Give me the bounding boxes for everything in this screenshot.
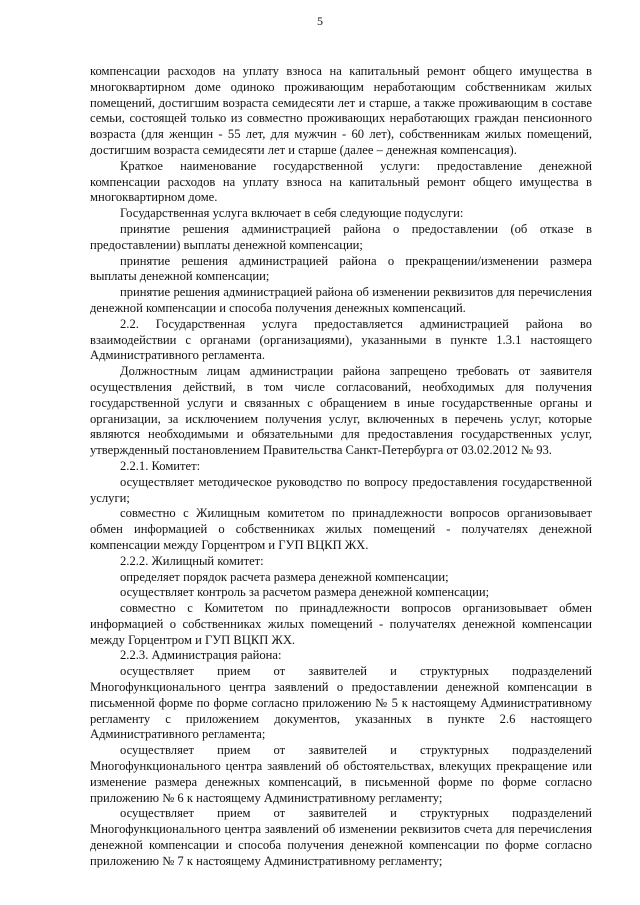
paragraph: осуществляет прием от заявителей и структурных подразделений Многофункционального центра заявлений об обстоятельствах, влекущих прекращение или изменение размера денежных компенсаций, в письменной форме по форме согласно приложению № 6 к настоящему Административному регламенту; [90, 743, 592, 805]
paragraph: принятие решения администрацией района об изменении реквизитов для перечисления денежной компенсации и способа получения денежных компенсаций. [90, 285, 592, 315]
paragraph: Краткое наименование государственной услуги: предоставление денежной компенсации расходов на уплату взноса на капитальный ремонт общего имущества в многоквартирном доме. [90, 158, 592, 205]
paragraph: совместно с Комитетом по принадлежности вопросов организовывает обмен информацией о собственниках жилых помещений - получателях денежной компенсации между Горцентром и ГУП ВЦКП ЖХ. [90, 601, 592, 647]
section-heading: 2.2.2. Жилищный комитет: [120, 553, 264, 568]
paragraph: осуществляет прием от заявителей и структурных подразделений Многофункционального центра заявлений об изменении реквизитов счета для перечисления денежной компенсации и способа получения денежной компенсации по форме согласно приложению № 7 к настоящему Административному регламенту; [90, 806, 592, 868]
page-number: 5 [317, 14, 323, 28]
paragraph: осуществляет методическое руководство по вопросу предоставления государственной услуги; [90, 474, 592, 505]
paragraph: Государственная услуга включает в себя следующие подуслуги: [120, 206, 464, 221]
paragraph: осуществляет контроль за расчетом размера денежной компенсации; [120, 585, 490, 600]
document-body [90, 64, 592, 870]
paragraph: 2.2. Государственная услуга предоставляется администрацией района во взаимодействии с органами (организациями), указанными в пункте 1.3.1 настоящего Административного регламента. [90, 316, 592, 363]
paragraph: осуществляет прием от заявителей и структурных подразделений Многофункционального центра заявлений о предоставлении денежной компенсации в письменной форме по форме согласно приложению № 5 к настоящему Административному регламенту с приложением документов, указанных в пункте 2.6 настоящего Административного регламента; [90, 664, 592, 742]
paragraph: совместно с Жилищным комитетом по принадлежности вопросов организовывает обмен информацией о собственниках жилых помещений - получателях денежной компенсации между Горцентром и ГУП ВЦКП ЖХ. [90, 506, 592, 552]
section-heading: 2.2.3. Администрация района: [120, 648, 282, 663]
paragraph: Должностным лицам администрации района запрещено требовать от заявителя осуществления действий, в том числе согласований, необходимых для получения государственной услуги и связанных с обращением в иные государственные органы и организации, за исключением получения услуг, включенных в перечень услуг, которые являются необходимыми и обязательными для предоставления государственных услуг, утвержденный постановлением Правительства Санкт-Петербурга от 03.02.2012 № 93. [90, 364, 592, 458]
paragraph: определяет порядок расчета размера денежной компенсации; [120, 569, 449, 584]
section-heading: 2.2.1. Комитет: [120, 458, 201, 473]
paragraph: принятие решения администрацией района о предоставлении (об отказе в предоставлении) выплаты денежной компенсации; [90, 221, 592, 252]
paragraph: принятие решения администрацией района о прекращении/изменении размера выплаты денежной компенсации; [90, 253, 592, 284]
paragraph: компенсации расходов на уплату взноса на капитальный ремонт общего имущества в многоквартирном доме одиноко проживающим неработающим собственникам жилых помещений, достигшим возраста семидесяти лет и старше, а также проживающим в составе семьи, состоящей только из совместно проживающих неработающих граждан пенсионного возраста (для женщин - 55 лет, для мужчин - 60 лет), собственникам жилых помещений, достигшим возраста семидесяти лет и старше (далее – денежная компенсация). [90, 64, 592, 157]
